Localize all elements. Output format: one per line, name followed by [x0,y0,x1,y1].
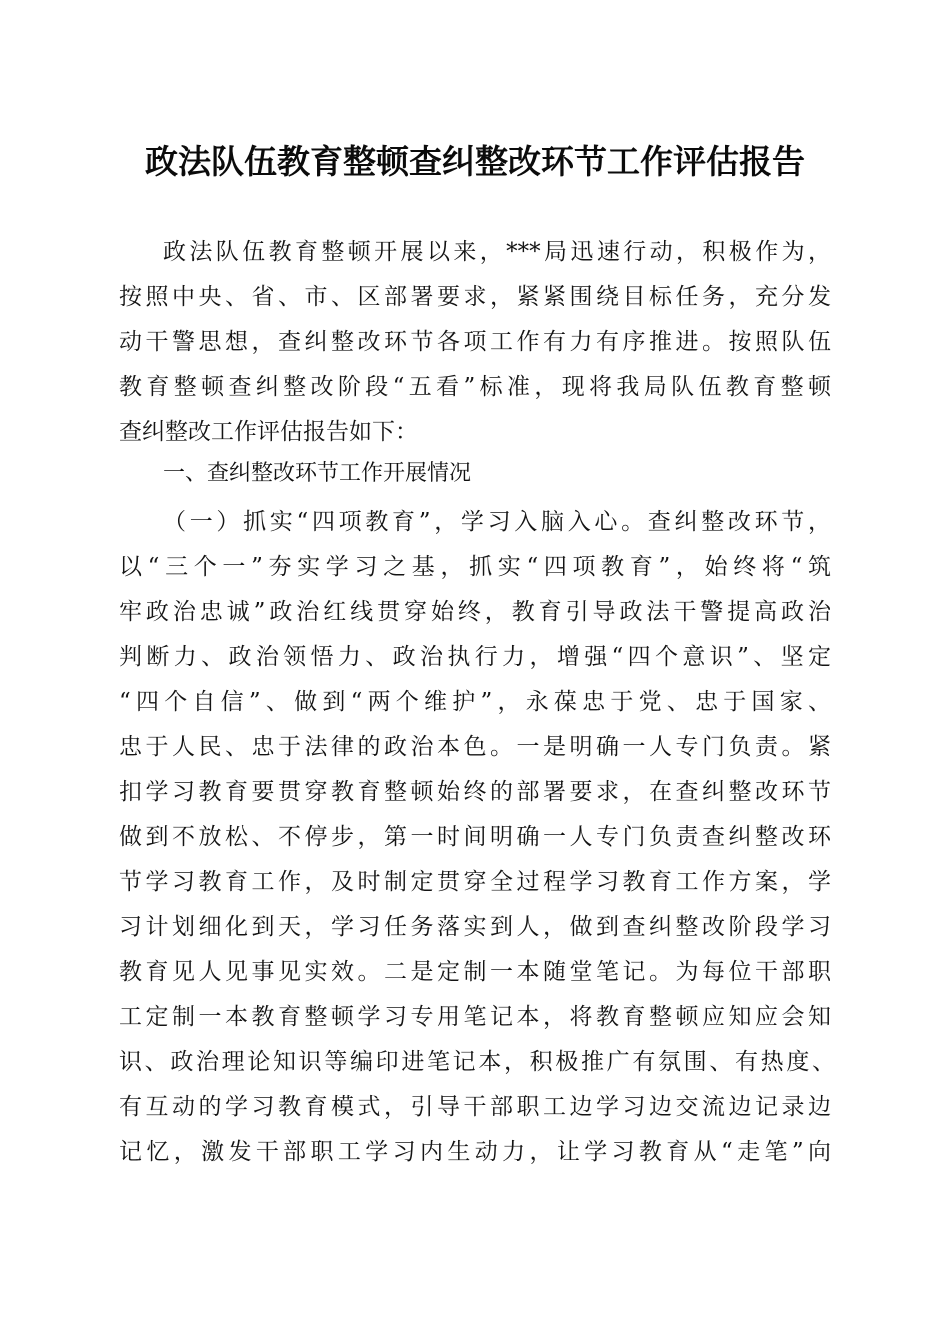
body-line-11: 教育见人见事见实效。二是定制一本随堂笔记。为每位干部职 [119,959,831,985]
intro-line-3: 动干警思想，查纠整改环节各项工作有力有序推进。按照队伍 [119,329,831,355]
body-line-4: 判断力、政治领悟力、政治执行力，增强“四个意识”、坚定 [119,644,831,670]
section-heading: 一、查纠整改环节工作开展情况 [163,461,472,486]
body-line-7: 扣学习教育要贯穿教育整顿始终的部署要求，在查纠整改环节 [119,779,831,805]
intro-line-2: 按照中央、省、市、区部署要求，紧紧围绕目标任务，充分发 [119,284,831,310]
intro-line-1: 政法队伍教育整顿开展以来，***局迅速行动，积极作为， [163,239,831,265]
body-line-13: 识、政治理论知识等编印进笔记本，积极推广有氛围、有热度、 [119,1049,835,1075]
body-line-1: （一）抓实“四项教育”，学习入脑入心。查纠整改环节， [163,509,831,535]
body-line-15: 记忆，激发干部职工学习内生动力，让学习教育从“走笔”向 [119,1139,831,1165]
document-title: 政法队伍教育整顿查纠整改环节工作评估报告 [145,142,805,181]
body-line-12: 工定制一本教育整顿学习专用笔记本，将教育整顿应知应会知 [119,1004,831,1030]
body-line-5: “四个自信”、做到“两个维护”，永葆忠于党、忠于国家、 [119,689,831,715]
body-line-9: 节学习教育工作，及时制定贯穿全过程学习教育工作方案，学 [119,869,831,895]
body-line-3: 牢政治忠诚”政治红线贯穿始终，教育引导政法干警提高政治 [119,599,831,625]
intro-line-4: 教育整顿查纠整改阶段“五看”标准，现将我局队伍教育整顿 [119,374,831,400]
intro-line-5: 查纠整改工作评估报告如下： [119,419,418,445]
body-line-2: 以“三个一”夯实学习之基，抓实“四项教育”，始终将“筑 [119,554,831,580]
body-line-14: 有互动的学习教育模式，引导干部职工边学习边交流边记录边 [119,1094,831,1120]
body-line-8: 做到不放松、不停步，第一时间明确一人专门负责查纠整改环 [119,824,831,850]
body-line-10: 习计划细化到天，学习任务落实到人，做到查纠整改阶段学习 [119,914,831,940]
body-line-6: 忠于人民、忠于法律的政治本色。一是明确一人专门负责。紧 [119,734,831,760]
